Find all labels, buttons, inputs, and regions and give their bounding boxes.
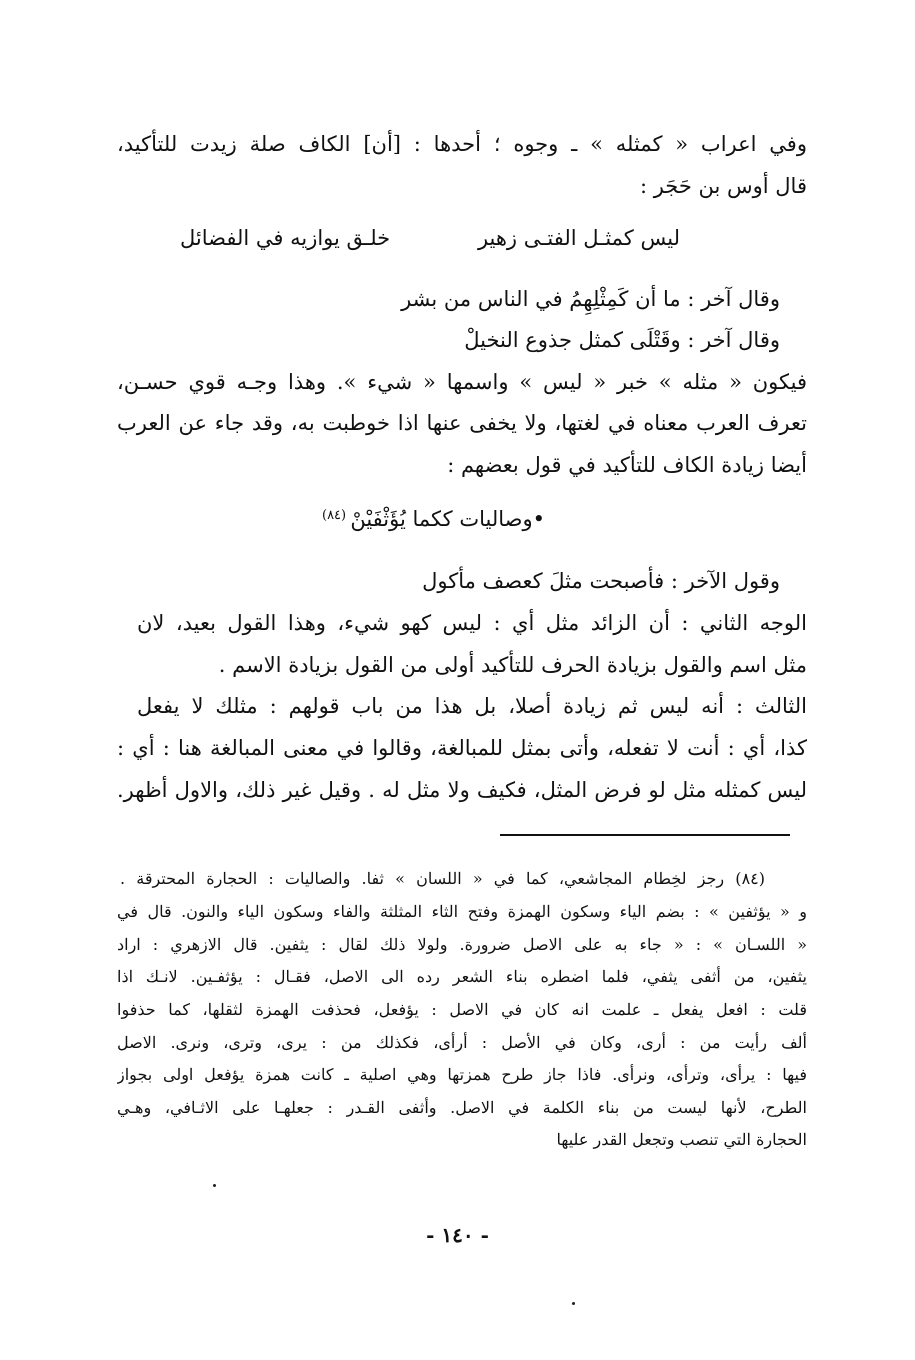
verse-rajaz: •وصاليات ككما يُؤَثْفَيْنْ xyxy=(350,507,545,531)
paragraph-line: الوجه الثاني : أن الزائد مثل أي : ليس كهو شيء، وهذا القول بعيد، لان xyxy=(137,611,807,635)
print-speck xyxy=(572,1302,575,1305)
body-line: وفي اعراب « كمثله » ـ وجوه ؛ أحدها : [أن] الكاف صلة زيدت للتأكيد، xyxy=(117,132,807,156)
footnote-line: قلت : افعل يفعل ـ علمت انه كان في الاصل : يؤفعل، فحذفت الهمزة لثقلها، كما حذفوا xyxy=(117,1000,807,1019)
paragraph-line: أيضا زيادة الكاف للتأكيد في قول بعضهم : xyxy=(447,453,807,477)
page-number: - ١٤٠ - xyxy=(426,1223,489,1247)
paragraph-line: ليس كمثله مثل لو فرض المثل، فكيف ولا مثل له . وقيل غير ذلك، والاول أظهر. xyxy=(117,778,807,802)
footnote-line: (٨٤) رجز لخِطام المجاشعي، كما في « اللسان » ثفا. والصاليات : الحجارة المحترقة . xyxy=(120,869,765,888)
paragraph-line: مثل اسم والقول بزيادة الحرف للتأكيد أولى من القول بزيادة الاسم . xyxy=(218,653,807,677)
paragraph-line: تعرف العرب معناه في لغتها، ولا يخفى عنها اذا خوطبت به، وقد جاء عن العرب xyxy=(117,411,807,435)
verse-second-hemistich: خلـق يوازيه في الفضائل xyxy=(180,226,391,250)
paragraph-line: فيكون « مثله » خبر « ليس » واسمها « شيء ». وهذا وجـه قوي حسـن، xyxy=(117,370,807,394)
footnote-line: فيها : يرأى، وترأى، ونرأى. فاذا جاز طرح همزتها وهي اصلية ـ كانت همزة يؤفعل اولى بجواز xyxy=(117,1065,807,1084)
body-line: قال أوس بن حَجَر : xyxy=(639,174,807,198)
footnote-line: الحجارة التي تنصب وتجعل القدر عليها xyxy=(556,1130,807,1149)
paragraph-line: الثالث : أنه ليس ثم زيادة أصلا، بل هذا من باب قولهم : مثلك لا يفعل xyxy=(137,694,807,718)
footnote-line: و « يؤثفين » : بضم الياء وسكون الهمزة وفتح الثاء المثلثة والفاء وسكون الياء والنون. قال في xyxy=(117,902,807,921)
footnote-line: الطرح، لأنها ليست من بناء الكلمة في الاصل. وأثفى القـدر : جعلهـا على الاثـافي، وهـي xyxy=(117,1098,807,1117)
verse-first-hemistich: ليس كمثـل الفتـى زهير xyxy=(477,226,680,250)
paragraph-line: وقول الآخر : فأصبحت مثلَ كعصف مأكول xyxy=(422,569,780,593)
paragraph-line: كذا، أي : أنت لا تفعله، وأتى بمثل للمبالغة، وقالوا في معنى المبالغة هنا : أي : xyxy=(117,736,807,760)
footnote-separator xyxy=(500,834,790,836)
footnote-line: يثفين، من أثفى يثفي، فلما اضطره بناء الشعر رده الى الاصل، فقـال : يؤثفـين. لانـك اذا xyxy=(117,967,807,986)
footnote-line: « اللسـان » : « جاء به على الاصل ضرورة. ولولا ذلك لقال : يثفين. قال الازهري : اراد xyxy=(117,935,807,954)
quote-line: وقال آخر : وقَتْلَى كمثل جذوع النخيلْ xyxy=(464,328,780,352)
print-speck xyxy=(213,1184,216,1187)
footnote-reference: (٨٤) xyxy=(322,508,347,523)
quote-line: وقال آخر : ما أن كَمِثْلِهِمُ في الناس من بشر xyxy=(401,287,780,311)
footnote-line: ألف رأيت من : أرى، وكان في الأصل : أرأى، فكذلك من : يرى، وترى، ونرى. الاصل xyxy=(117,1033,807,1052)
